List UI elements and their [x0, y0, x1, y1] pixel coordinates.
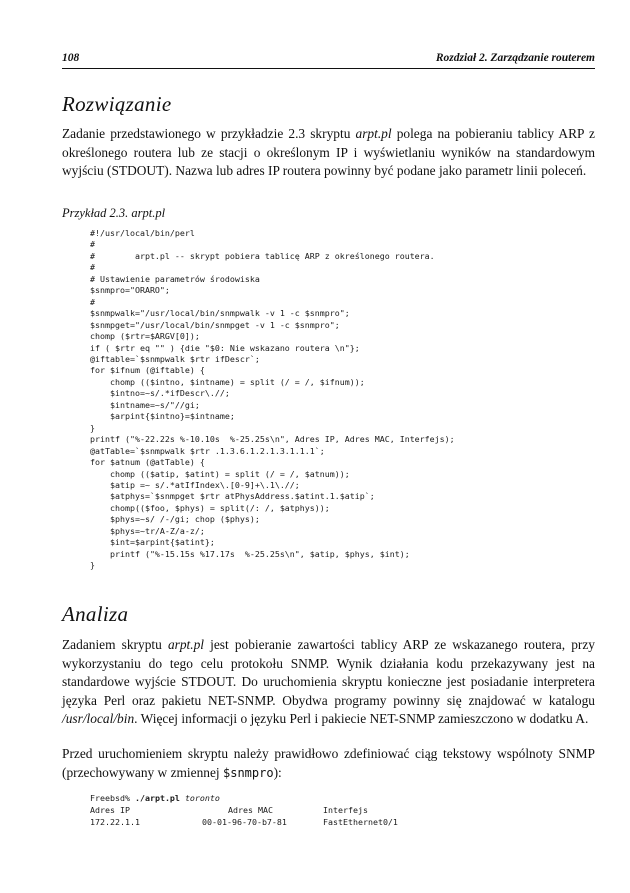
code-line: printf ("%-15.15s %17.17s %-25.25s\n", $atip, $phys, $int);: [90, 548, 410, 559]
code-line: chomp(($foo, $phys) = split(/: /, $atphys));: [90, 502, 330, 513]
terminal-command-line: [90, 792, 220, 804]
chapter-title: Rozdział 2. Zarządzanie routerem: [435, 52, 595, 64]
variable-name: $snmpro: [223, 765, 274, 780]
text-run: jest pobieranie zawartości tablicy ARP ze wskazanego routera, przy wykorzystaniu do tego celu protokołu SNMP. Wynik działania kodu przekazywany jest na standardowe wyjście STDOUT. Do uruchomienia skryptu konieczne jest posiadanie interpretera języka Perl oraz pakietu NET-SNMP. Obydwa programy powinny się znajdować w katalogu: [62, 637, 596, 708]
solution-paragraph: [62, 125, 595, 181]
code-line: printf ("%-22.22s %-10.10s %-25.25s\n", Adres IP, Adres MAC, Interfejs);: [90, 434, 455, 445]
text-run: . Więcej informacji o języku Perl i pakiecie NET-SNMP zamieszczono w dodatku A.: [134, 711, 589, 726]
code-line: #: [90, 296, 95, 307]
code-line: $intno=~s/.*ifDescr\.//;: [90, 388, 230, 399]
page-number: 108: [62, 52, 80, 64]
code-line: $atphys=`$snmpget $rtr atPhysAddress.$atint.1.$atip`;: [90, 491, 375, 502]
analysis-heading: Analiza: [62, 602, 129, 626]
code-line: chomp (($atip, $atint) = split (/ = /, $atnum));: [90, 468, 350, 479]
code-line: #!/usr/local/bin/perl: [90, 228, 195, 238]
script-name: arpt.pl: [167, 637, 205, 652]
code-line: # arpt.pl -- skrypt pobiera tablicę ARP z określonego routera.: [90, 250, 435, 261]
code-line: if ( $rtr eq "" ) {die "$0: Nie wskazano routera \n"};: [90, 342, 360, 353]
column-header-ip: Adres IP: [90, 805, 130, 815]
command-argument: toronto: [184, 793, 220, 803]
column-header-interface: Interfejs: [323, 805, 368, 815]
code-line: }: [90, 422, 95, 433]
text-run: polega na pobieraniu tablicy ARP z określonego routera lub ze stacji o określonym IP i wyświetlaniu wyników na standardowym wyjściu (STDOUT). Nazwa lub adres IP routera powinny być podane jako parametr linii poleceń.: [62, 126, 595, 178]
code-line: $intname=~s/"//gi;: [90, 399, 200, 410]
code-line: $snmpwalk="/usr/local/bin/snmpwalk -v 1 -c $snmpro";: [90, 308, 350, 319]
example-caption: Przykład 2.3. arpt.pl: [62, 206, 166, 220]
row-interface: FastEthernet0/1: [323, 817, 398, 827]
text-run: ):: [273, 764, 282, 780]
code-line: chomp ($rtr=$ARGV[0]);: [90, 331, 200, 342]
code-line: $phys=~tr/A-Z/a-z/;: [90, 525, 205, 536]
script-name: arpt.pl: [355, 126, 392, 141]
terminal-column-interface: [323, 804, 398, 828]
code-line: @atTable=`$snmpwalk $rtr .1.3.6.1.2.1.3.1.1.1`;: [90, 445, 325, 456]
row-mac: 00-01-96-70-b7-81: [202, 817, 287, 827]
shell-command: ./arpt.pl: [134, 793, 180, 803]
text-run: Zadaniem skryptu: [62, 637, 168, 652]
solution-heading: Rozwiązanie: [62, 92, 172, 116]
code-line: # Ustawienie parametrów środowiska: [90, 273, 260, 284]
terminal-column-ip: [90, 804, 140, 828]
code-line: for $ifnum (@iftable) {: [90, 365, 205, 376]
column-header-mac: Adres MAC: [228, 805, 273, 815]
code-line: $arpint{$intno}=$intname;: [90, 411, 235, 422]
code-line: for $atnum (@atTable) {: [90, 457, 205, 468]
code-line: #: [90, 262, 95, 273]
code-line: @iftable=`$snmpwalk $rtr ifDescr`;: [90, 353, 260, 364]
code-line: #: [90, 239, 95, 250]
code-line: $snmpro="ORARO";: [90, 285, 170, 296]
shell-prompt: Freebsd%: [90, 793, 135, 803]
text-run: Przed uruchomieniem skryptu należy prawidłowo zdefiniować ciąg tekstowy wspólnoty SNMP (przechowywany w zmiennej: [62, 746, 595, 780]
running-header: [62, 52, 595, 69]
analysis-paragraph-2: [62, 745, 595, 782]
code-line: chomp (($intno, $intname) = split (/ = /, $ifnum));: [90, 376, 365, 387]
code-line: }: [90, 560, 95, 571]
code-line: $phys=~s/ /-/gi; chop ($phys);: [90, 514, 260, 525]
code-listing: [90, 228, 455, 572]
code-line: $atip =~ s/.*atIfIndex\.[0-9]+\.1\.//;: [90, 479, 300, 490]
text-run: Zadanie przedstawionego w przykładzie 2.3 skryptu: [62, 126, 356, 141]
row-ip: 172.22.1.1: [90, 817, 140, 827]
analysis-paragraph-1: [62, 636, 595, 729]
directory-path: /usr/local/bin: [62, 711, 135, 726]
code-line: $snmpget="/usr/local/bin/snmpget -v 1 -c $snmpro";: [90, 319, 340, 330]
terminal-column-mac: [202, 804, 287, 828]
code-line: $int=$arpint{$atint};: [90, 537, 215, 548]
